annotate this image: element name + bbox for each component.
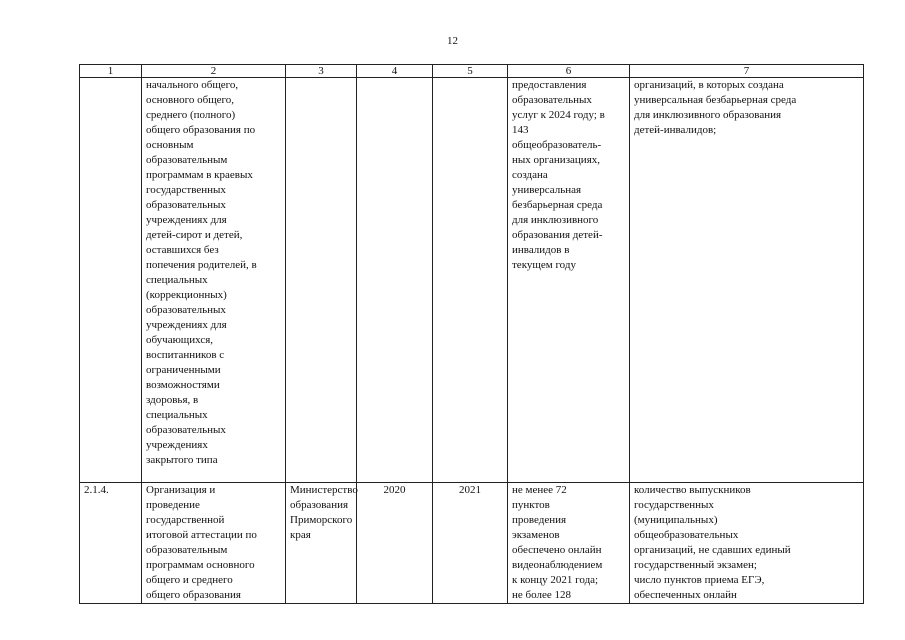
- column-number: 1: [80, 65, 142, 78]
- column-number: 2: [142, 65, 286, 78]
- start-year-cell: 2020: [357, 483, 433, 604]
- executor-cell: Министерство образования Приморского края: [286, 483, 357, 604]
- item-number-cell: [80, 78, 142, 483]
- column-number: 3: [286, 65, 357, 78]
- column-number-row: [80, 65, 864, 78]
- page-number: 12: [447, 35, 458, 47]
- indicator-cell: количество выпускников государственных (муниципальных) общеобразовательных организаций, не сдавших единый государственный экзамен; число пунктов приема ЕГЭ, обеспеченных онлайн: [630, 483, 864, 604]
- indicator-cell: организаций, в которых создана универсальная безбарьерная среда для инклюзивного образования детей-инвалидов;: [630, 78, 864, 483]
- end-year-cell: [433, 78, 508, 483]
- start-year-cell: [357, 78, 433, 483]
- item-number-cell: 2.1.4.: [80, 483, 142, 604]
- column-number: 4: [357, 65, 433, 78]
- expected-result-cell: предоставления образовательных услуг к 2024 году; в 143 общеобразователь- ных организациях, создана универсальная безбарьерная среда для инклюзивного образования детей- инвалидов в текущем году: [508, 78, 630, 483]
- column-number: 5: [433, 65, 508, 78]
- activity-cell: начального общего, основного общего, среднего (полного) общего образования по основным образовательным программам в краевых государственных образовательных учреждениях для детей-сирот и детей, оставшихся без попечения родителей, в специальных (коррекционных) образовательных учреждениях для обучающихся, воспитанников с ограниченными возможностями здоровья, в специальных образовательных учреждениях закрытого типа: [142, 78, 286, 483]
- end-year-cell: 2021: [433, 483, 508, 604]
- executor-cell: [286, 78, 357, 483]
- table-row: [80, 78, 864, 483]
- activity-cell: Организация и проведение государственной итоговой аттестации по образовательным программам основного общего и среднего общего образования: [142, 483, 286, 604]
- column-number: 7: [630, 65, 864, 78]
- document-table: [79, 64, 864, 604]
- table-row: [80, 483, 864, 604]
- column-number: 6: [508, 65, 630, 78]
- expected-result-cell: не менее 72 пунктов проведения экзаменов обеспечено онлайн видеонаблюдением к концу 2021 года; не более 128: [508, 483, 630, 604]
